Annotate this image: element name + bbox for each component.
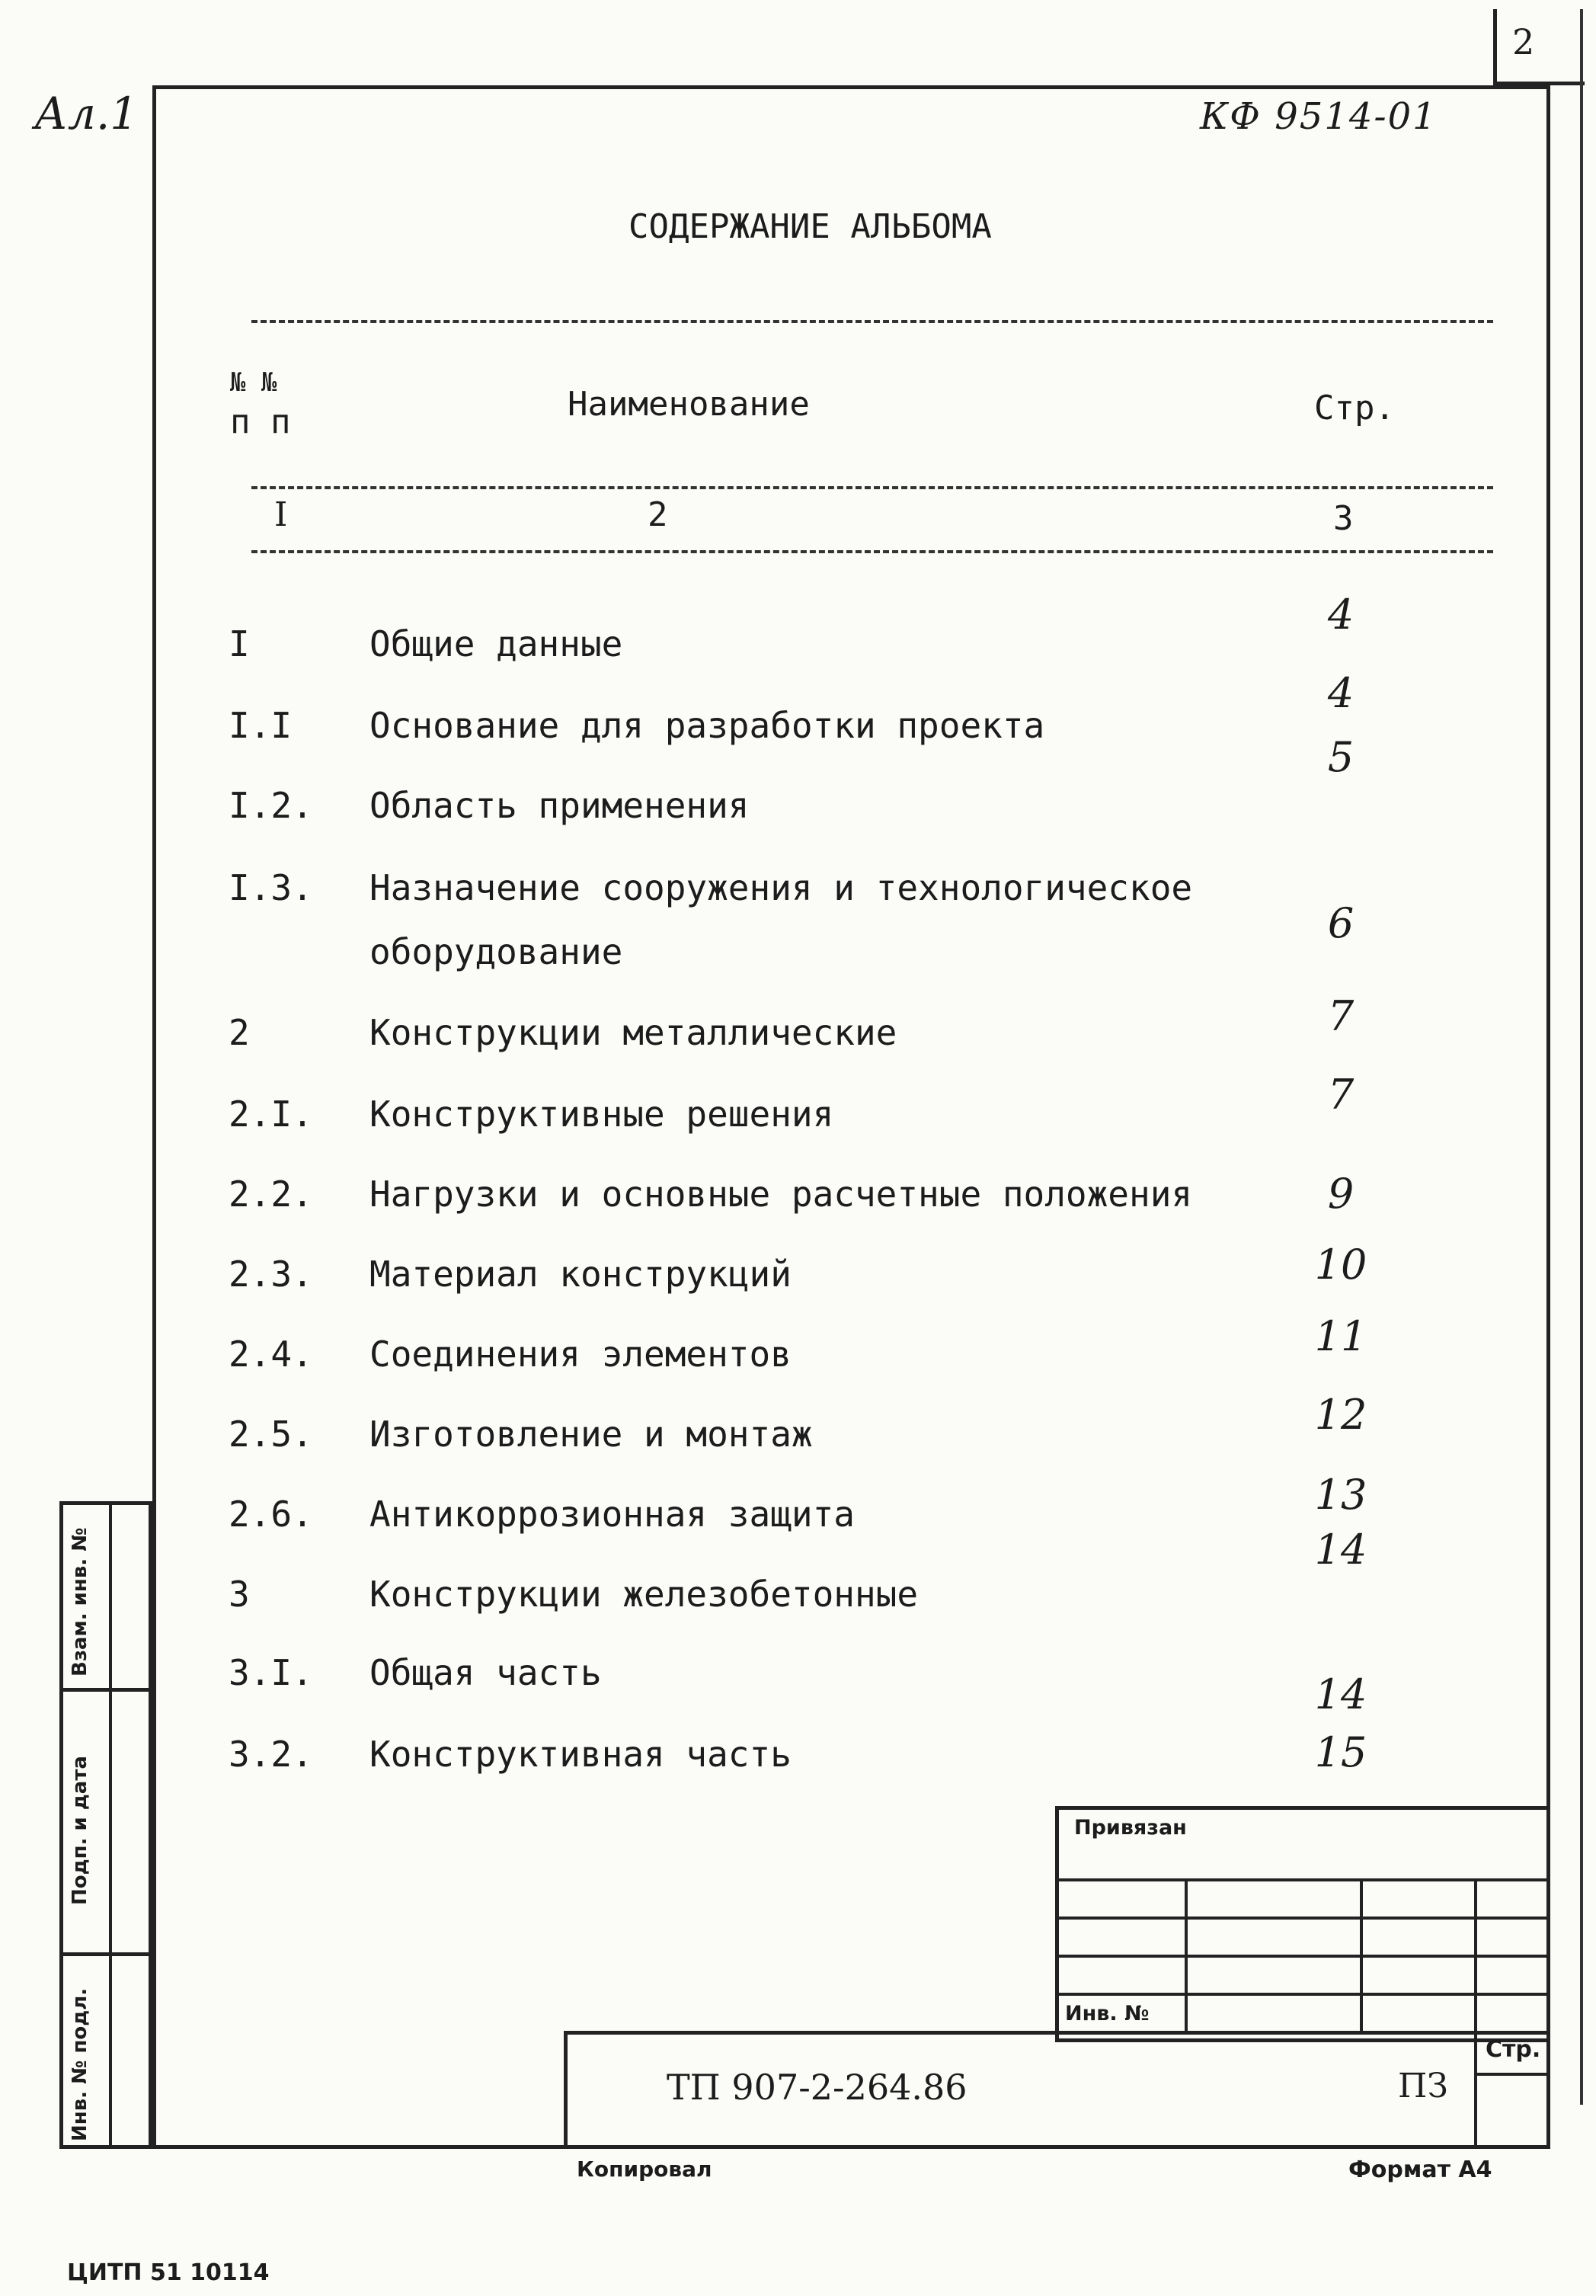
side-stamp-divider xyxy=(109,1501,112,2149)
row-page: 10 xyxy=(1314,1241,1367,1289)
row-page: 4 xyxy=(1327,669,1355,717)
side-label-inv-podl: Инв. № подл. xyxy=(69,1987,91,2141)
row-name: Область применения xyxy=(369,785,750,826)
header-rule-top xyxy=(251,320,1493,323)
header-name: Наименование xyxy=(568,385,810,424)
row-number: 3.I. xyxy=(229,1652,313,1693)
row-name: Общая часть xyxy=(369,1652,602,1693)
row-number: I xyxy=(229,623,250,664)
row-page: 13 xyxy=(1314,1471,1367,1519)
row-number: 2.I. xyxy=(229,1094,313,1135)
header-num-line2: п п xyxy=(230,402,291,441)
right-edge-line xyxy=(1580,9,1583,2105)
header-col3: 3 xyxy=(1333,499,1354,538)
row-number: 2.3. xyxy=(229,1254,313,1295)
binding-stamp-label: Привязан xyxy=(1074,1816,1187,1840)
header-page: Стр. xyxy=(1314,389,1395,427)
row-page: 7 xyxy=(1327,992,1355,1040)
row-name: Материал конструкций xyxy=(369,1254,792,1295)
title-block-divider xyxy=(1474,2073,1550,2076)
row-number: 2 xyxy=(229,1012,250,1053)
header-num-line1: № № xyxy=(230,367,277,398)
row-number: I.3. xyxy=(229,867,313,908)
row-page: 14 xyxy=(1314,1670,1367,1718)
stamp-column-line xyxy=(1474,1878,1477,2031)
row-name: Основание для разработки проекта xyxy=(369,705,1045,746)
print-code: ЦИТП 51 10114 xyxy=(67,2259,270,2286)
row-name: Конструкции металлические xyxy=(369,1012,897,1053)
row-name: Конструкции железобетонные xyxy=(369,1574,919,1615)
format-label: Формат А4 xyxy=(1348,2157,1492,2183)
row-page: 6 xyxy=(1327,899,1355,947)
side-label-vzam: Взам. инв. № xyxy=(69,1527,91,1676)
row-number: I.I xyxy=(229,705,293,746)
sheet-label: Стр. xyxy=(1486,2036,1541,2063)
row-number: 2.5. xyxy=(229,1414,313,1455)
row-page: 12 xyxy=(1314,1391,1367,1439)
page-title: СОДЕРЖАНИЕ АЛЬБОМА xyxy=(628,207,992,246)
row-name: Нагрузки и основные расчетные положения xyxy=(369,1174,1193,1215)
stamp-column-line xyxy=(1185,1878,1188,2031)
header-col2: 2 xyxy=(648,495,668,534)
row-name: Изготовление и монтаж xyxy=(369,1414,813,1455)
page-number-box xyxy=(1493,9,1585,85)
title-block-divider xyxy=(1474,2031,1477,2149)
row-name: Соединения элементов xyxy=(369,1334,792,1375)
row-name-continuation: оборудование xyxy=(369,931,623,972)
row-page: 11 xyxy=(1314,1312,1367,1360)
page-number: 2 xyxy=(1512,21,1535,62)
row-name: Общие данные xyxy=(369,623,623,664)
row-page: 15 xyxy=(1314,1728,1367,1776)
row-page: 14 xyxy=(1314,1526,1367,1574)
row-number: I.2. xyxy=(229,785,313,826)
row-number: 2.6. xyxy=(229,1494,313,1535)
row-page: 5 xyxy=(1327,733,1355,781)
row-page: 4 xyxy=(1327,591,1355,639)
project-code: ТП 907-2-264.86 xyxy=(667,2067,968,2108)
row-number: 2.4. xyxy=(229,1334,313,1375)
row-name: Конструктивная часть xyxy=(369,1734,792,1775)
row-page: 7 xyxy=(1327,1071,1355,1119)
section-code: ПЗ xyxy=(1398,2067,1448,2105)
doc-code: КФ 9514-01 xyxy=(1200,95,1438,138)
row-number: 3 xyxy=(229,1574,250,1615)
header-rule-bottom xyxy=(251,550,1493,553)
stamp-column-line xyxy=(1360,1878,1363,2031)
header-rule-mid xyxy=(251,486,1493,489)
row-page: 9 xyxy=(1327,1170,1355,1218)
side-stamp-row-line xyxy=(59,1952,152,1956)
row-name: Конструктивные решения xyxy=(369,1094,834,1135)
copied-label: Копировал xyxy=(577,2157,712,2182)
row-name: Антикоррозионная защита xyxy=(369,1494,855,1535)
inv-no-label: Инв. № xyxy=(1065,2002,1150,2025)
row-name: Назначение сооружения и технологическое xyxy=(369,867,1193,908)
row-number: 3.2. xyxy=(229,1734,313,1775)
side-stamp-row-line xyxy=(59,1688,152,1692)
header-col1: I xyxy=(274,495,288,534)
side-label-podp: Подп. и дата xyxy=(69,1756,91,1905)
album-mark: Ал.1 xyxy=(34,88,139,139)
row-number: 2.2. xyxy=(229,1174,313,1215)
